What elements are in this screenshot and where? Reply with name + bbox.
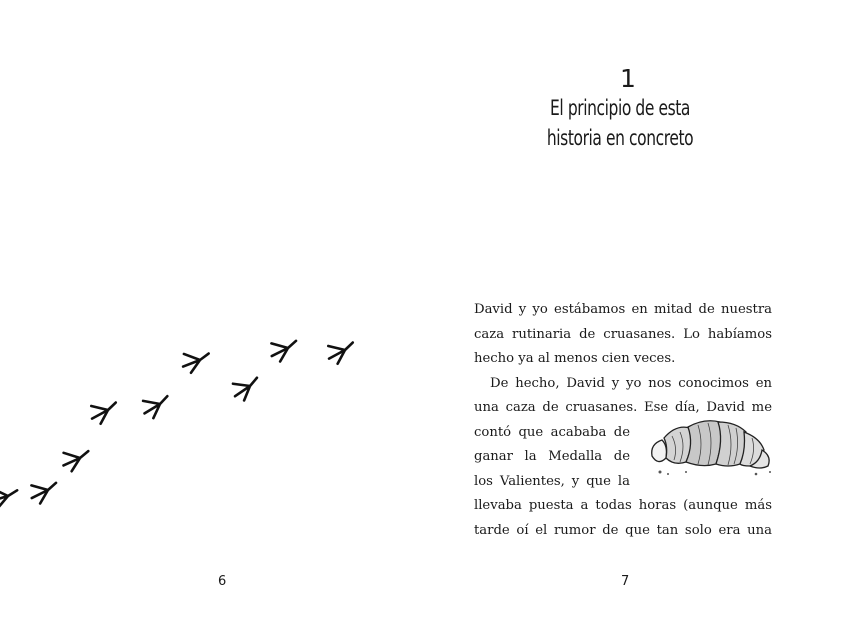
bird-footprint (88, 397, 121, 426)
right-page: 1 El principio de esta historia en concreto David y yo estábamos en mitad de nuestra caza rutinaria de cruasanes. Lo habíamos hecho ya al menos cien veces. De hecho, David y yo nos conocimos en una caza de cruasanes. Ese día, David me contó que acababa de ganar la Medalla de los Valientes, y que la llevaba puesta a todas horas (aunque más tarde oí el rumor de que tan solo era una 7 (424, 0, 849, 626)
body-line: David y yo estábamos en mitad de nuestra (474, 302, 772, 317)
bird-footprint (0, 484, 20, 509)
bird-footprint (28, 477, 61, 505)
body-line: contó que acababa de (474, 424, 630, 440)
body-line: ganar la Medalla de (474, 449, 630, 464)
croissant-icon (646, 416, 776, 480)
left-page (0, 0, 424, 626)
bird-footprint (325, 337, 358, 366)
chapter-title-line-1: El principio de esta (550, 96, 691, 120)
body-line: caza rutinaria de cruasanes. Lo habíamos (474, 326, 772, 342)
page-number-right: 7 (621, 574, 630, 589)
body-line: los Valientes, y que la (474, 473, 630, 489)
chapter-title (520, 93, 720, 153)
body-line: una caza de cruasanes. Ese día, David me (474, 400, 772, 415)
body-line: De hecho, David y yo nos conocimos en (490, 375, 772, 391)
bird-footprint (268, 335, 301, 363)
page-number-left: 6 (218, 574, 227, 589)
body-line: tarde oí el rumor de que tan solo era una (474, 522, 772, 538)
body-line: hecho ya al menos cien veces. (474, 351, 676, 366)
bird-footprint (229, 372, 263, 403)
bird-footprints-icon (0, 320, 380, 510)
chapter-title-line-2: historia en concreto (546, 126, 694, 150)
bird-footprint (139, 391, 173, 421)
body-line: llevaba puesta a todas horas (aunque más (474, 498, 772, 513)
bird-footprint (60, 445, 93, 473)
bird-footprint (180, 348, 212, 375)
